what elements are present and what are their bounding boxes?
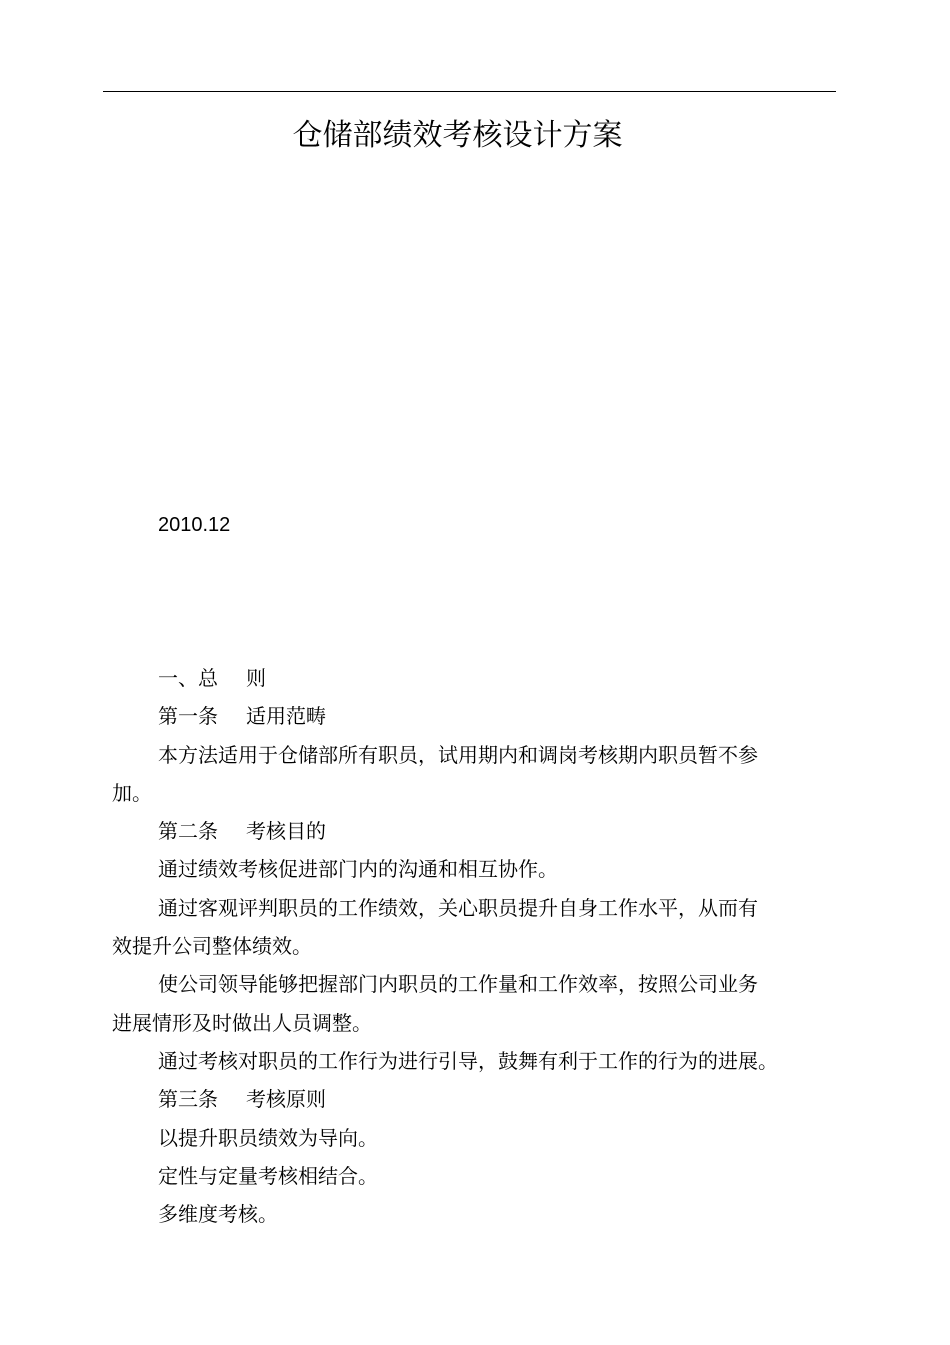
- section-heading-word: 则: [246, 666, 266, 690]
- document-title: 仓储部绩效考核设计方案: [292, 118, 623, 153]
- article-3-heading: [112, 1080, 812, 1118]
- paragraph-line: 通过绩效考核促进部门内的沟通和相互协作。: [158, 857, 558, 882]
- article-1-heading: [112, 697, 812, 735]
- document-date: 2010.12: [158, 514, 231, 536]
- article-label: 第一条: [158, 704, 218, 729]
- section-heading-general: [112, 659, 812, 697]
- paragraph-line: 效提升公司整体绩效。: [112, 934, 312, 959]
- section-heading-number: 一、总: [158, 666, 218, 690]
- article-title: 考核原则: [246, 1087, 326, 1112]
- paragraph-line: 进展情形及时做出人员调整。: [112, 1010, 372, 1035]
- header-rule: [103, 91, 836, 92]
- article-title: 考核目的: [246, 819, 326, 844]
- paragraph-line: 加。: [112, 780, 152, 805]
- paragraph-line: 使公司领导能够把握部门内职员的工作量和工作效率，按照公司业务: [158, 972, 758, 997]
- article-2-heading: [112, 812, 812, 850]
- paragraph-line: 多维度考核。: [158, 1202, 278, 1227]
- article-title: 适用范畴: [246, 704, 326, 729]
- article-label: 第三条: [158, 1087, 218, 1112]
- document-body: [112, 659, 812, 1233]
- paragraph-line: 定性与定量考核相结合。: [158, 1163, 378, 1188]
- paragraph-line: 通过考核对职员的工作行为进行引导，鼓舞有利于工作的行为的进展。: [158, 1048, 778, 1073]
- paragraph-line: 通过客观评判职员的工作绩效，关心职员提升自身工作水平，从而有: [158, 895, 758, 920]
- paragraph-line: 以提升职员绩效为导向。: [158, 1125, 378, 1150]
- paragraph-line: 本方法适用于仓储部所有职员，试用期内和调岗考核期内职员暂不参: [158, 742, 758, 767]
- article-label: 第二条: [158, 819, 218, 844]
